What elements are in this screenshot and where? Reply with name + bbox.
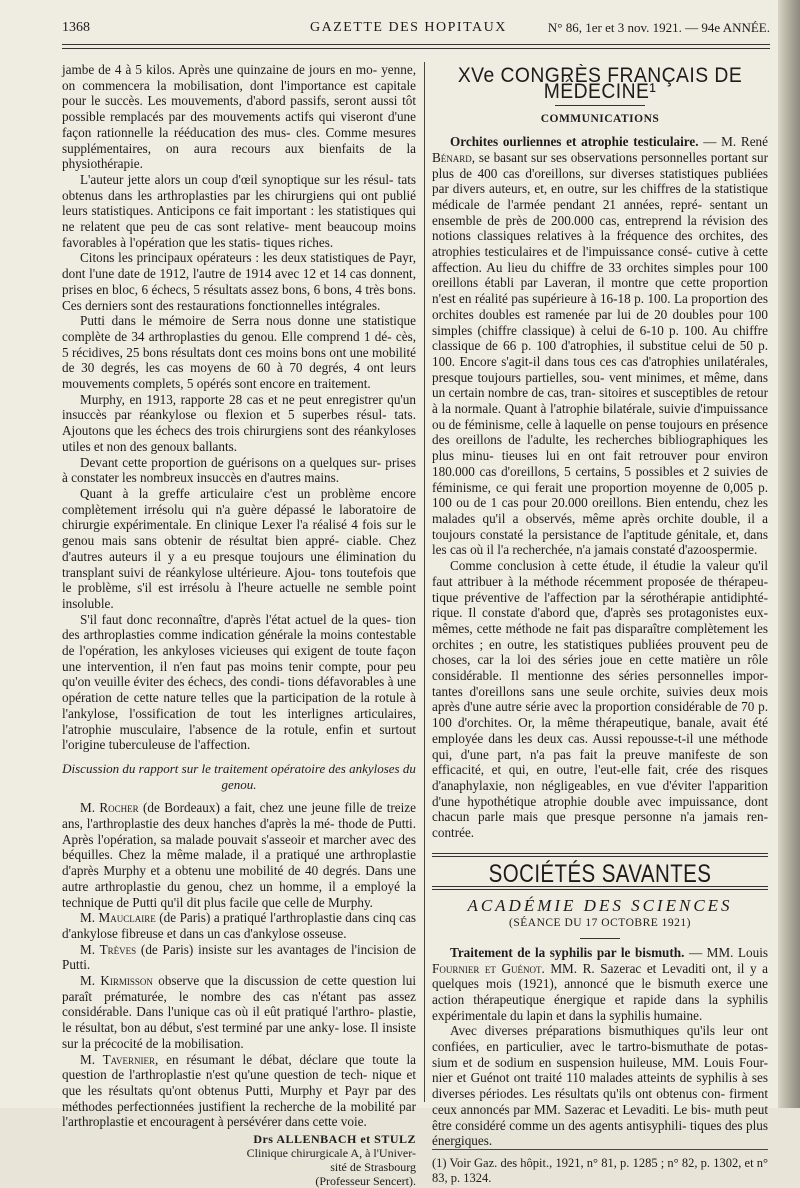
- speaker-name: M. Trèves: [80, 941, 137, 957]
- speaker-text: (de Bordeaux) a fait, chez une jeune fille de treize ans, l'arthroplastie des deux hanches d'après la mé- thode de Putti. Après l'opération, sa malade pouvait s'asseoir et marcher avec des béquilles. Chez la même malade, il a pratiqué une arthroplastie d'après Murphy et a obtenu une mobilité de 40 degrés. Dans une autre arthroplastie du genou, chez un homme, il a employé la technique de Putti qu'il dit plus facile que celle de Murphy.: [62, 800, 417, 910]
- speaker-text: (de Paris) insiste sur les avantages de l'incision de Putti.: [62, 941, 416, 973]
- right-column: [432, 62, 768, 1186]
- footnote: (1) Voir Gaz. des hôpit., 1921, n° 81, p. 1285 ; n° 82, p. 1302, et n° 83, p. 1324.: [432, 1149, 768, 1186]
- discussion-entry: [62, 910, 416, 941]
- signature-block: [62, 1132, 416, 1188]
- discussion-heading: Discussion du rapport sur le traitement opératoire des ankyloses du genou.: [62, 760, 416, 792]
- journal-title: GAZETTE DES HOPITAUX: [310, 20, 507, 35]
- seance-date: (SÉANCE DU 17 OCTOBRE 1921): [509, 917, 691, 930]
- congress-title: XVe CONGRÈS FRANÇAIS DE MÉDECINE¹: [457, 64, 743, 103]
- discussion-entry: [62, 1052, 416, 1131]
- discussion-entry: [62, 800, 416, 910]
- discussion-entry: [62, 942, 416, 973]
- speaker-name: M. Tavernier: [80, 1051, 155, 1067]
- article-paragraph: Avec diverses préparations bismuthiques qu'ils leur ont confiées, en particulier, avec le tartro-bismuthate de potas- sium et de sodium en suspension huileuse, MM. Louis Four- nier et Guénot ont traité 110 malades atteints de syphilis à ses diverses périodes. Les résultats qu'ils ont obtenus con- firment ceux annoncés par MM. Sazerac et Levaditi. Le bis- muth peut être considéré comme un des agents antisyphili- tiques des plus énergiques.: [432, 1023, 768, 1149]
- paragraph: S'il faut donc reconnaître, d'après l'état actuel de la ques- tion des arthroplasties comme indication générale la moins contestable de l'opération, les ankyloses vicieuses qui exigent de toute façon une intervention, il n'en faut pas moins tenir compte, pour peu qu'on veuille éviter des échecs, des condi- tions défavorables à une opération de cette nature telles que la participation de la rotule à l'ankylose, l'ossification de tout les interlignes articulaires, l'atrophie musculaire, l'absence de la rotule, enfin et surtout l'origine tuberculeuse de l'affection.: [62, 611, 416, 753]
- paragraph: Murphy, en 1913, rapporte 28 cas et ne peut enregistrer qu'un insuccès par réankylose ou flexion et 5 superbes résul- tats. Ajoutons que les échecs des trois chirurgiens sont des réankyloses utiles et non des genoux ballants.: [62, 391, 416, 454]
- article-author: Bénard: [432, 149, 472, 165]
- article-paragraph: Comme conclusion à cette étude, il étudie la valeur qu'il faut attribuer à la méthode récemment proposée de thérapeu- tique préventive de l'affection par la sérothérapie antidiphté- rique. Il constate d'abord que, d'après ses protagonistes eux- mêmes, cette méthode ne fait pas disparaître complètement les orchites ; en outre, les statistiques publiées prouvent peu de choses, car la loi des séries joue en cette matière un rôle considérable. Il mentionne des séries personnelles impor- tantes d'oreillons sans une seule orchite, suivies deux mois après d'une autre série avec la proportion considérable de 70 p. 100 d'orchites. Or, la même thérapeutique, banale, avait été employée dans les deux cas. Aussi repousse-t-il une méthode qui, d'une part, n'a pas fait la preuve manifeste de son efficacité, et qui, en outre, l'eut-elle fait, crée des risques d'anaphylaxie, non négligeables, en vue d'éviter l'apparition d'une hypothétique atrophie double avec impuissance, dont chacun parle mais que presque personne n'a jamais ren- contrée.: [432, 558, 768, 841]
- column-divider: [424, 62, 425, 1102]
- communications-label: COMMUNICATIONS: [540, 113, 660, 126]
- header-rule-bottom: [62, 48, 770, 49]
- title-rule: [555, 105, 645, 106]
- short-rule: [580, 938, 620, 939]
- article-paragraph: [432, 945, 768, 1024]
- article-title: Orchites ourliennes et atrophie testiculaire.: [450, 134, 699, 150]
- speaker-text: , en résumant le débat, déclare que toute la question de l'arthroplastie n'est qu'une question de tech- nique et que les résultats qu'ont obtenus Putti, Murphy et Payr par des méthodes perfectionnées justifient la recherche de la mobilité par l'arthroplastie et encouragent à persévérer dans cette voie.: [62, 1051, 416, 1130]
- signature-names: Drs ALLENBACH et STULZ: [253, 1132, 416, 1147]
- article-authors: Fournier et Guénot: [432, 960, 542, 976]
- article-title: Traitement de la syphilis par le bismuth.: [450, 944, 685, 960]
- page-number: 1368: [62, 20, 90, 35]
- article-text: . MM. R. Sazerac et Levaditi ont, il y a quelques mois (1921), annoncé que le bismuth exerce une action thérapeutique énergique et rapide dans la syphilis expérimentale du lapin et dans la syphilis humaine.: [432, 960, 768, 1023]
- left-column: [62, 62, 416, 1188]
- signature-line: (Professeur Sencert).: [315, 1174, 416, 1188]
- academy-heading: ACADÉMIE DES SCIENCES: [467, 896, 733, 916]
- signature-line: sité de Strasbourg: [330, 1160, 416, 1175]
- header-rule-top: [62, 44, 770, 45]
- book-spine-shadow: [778, 0, 800, 1108]
- paragraph: Devant cette proportion de guérisons on a quelques sur- prises à constater les nombreux insuccès en d'autres mains.: [62, 454, 416, 486]
- issue-info: N° 86, 1er et 3 nov. 1921. — 94e ANNÉE.: [547, 20, 770, 35]
- section-double-rule: [432, 853, 768, 857]
- article-paragraph: [432, 134, 768, 558]
- paragraph: L'auteur jette alors un coup d'œil synoptique sur les résul- tats obtenus dans les arthroplasties par les chirurgiens qui ont publié leurs statistiques. Anticipons ce fait important : les statistiques qui ne relatent que peu de cas sont relative- ment beaucoup moins favorables à l'opération que les statis- tiques riches.: [62, 171, 416, 250]
- speaker-name: M. Mauclaire: [80, 910, 156, 926]
- paragraph: Citons les principaux opérateurs : les deux statistiques de Payr, dont l'une date de 1912, l'autre de 1914 avec 12 et 14 cas donnent, prises en bloc, 6 échecs, 5 résultats assez bons, 6 bons, 4 très bons. Ces derniers sont des restaurations fonctionnelles intégrales.: [62, 250, 416, 313]
- signature-line: Clinique chirurgicale A, à l'Univer-: [246, 1146, 416, 1161]
- speaker-name: M. Rocher: [80, 800, 139, 816]
- page-header: [62, 18, 770, 40]
- paragraph: jambe de 4 à 5 kilos. Après une quinzaine de jours en mo- yenne, on commencera la mobilisation, dont l'importance est capitale pour le succès. Les mouvements, d'abord passifs, seront aussi tôt possible remplacés par des mouvements actifs qui viseront d'une façon rationnelle la rééducation des mus- cles. Comme mesures supplémentaires, on aura recours aux bienfaits de la physiothérapie.: [62, 62, 416, 172]
- speaker-text: (de Paris) a pratiqué l'arthroplastie dans cinq cas d'ankylose fibreuse et dans un cas d'ankylose osseuse.: [62, 910, 416, 941]
- article-text: , se basant sur ses observations personnelles portant sur plus de 400 cas d'oreillons, sur diverses statistiques publiées par divers auteurs, et, en outre, sur les chiffres de la statistique médicale de l'armée pendant 21 années, repré- sentant un ensemble de près de 200.000 cas, entreprend la révision des notions classiques relatives à la fréquence des orchites, des atrophies testiculaires et de l'impuissance consé- cutive à cette affection. Au lieu du chiffre de 33 orchites simples pour 100 oreillons établi par Laveran, il montre que cette proportion n'est en réalité pas supérieure à 16-18 p. 100. La proportion des orchites doubles est ramenée par lui de 20 doubles pour 100 simples (chiffre classique) à celui de 6-10 p. 100. Au chiffre classique de 66 p. 100 d'atrophies, il substitue celui de 50 p. 100. Encore s'agit-il dans tous ces cas d'atrophies unilatérales, presque toujours partielles, sou- vent minimes, et même, dans un certain nombre de cas, tran- sitoires et susceptibles de retour à la normale. Quant à l'atrophie bilatérale, suivie d'impuissance ou de féminisme, celle à laquelle on pense toujours en présence des oreillons de l'adulte, les recherches bibliographiques les plus minu- tieuses lui en ont fait retrouver pour environ 180.000 cas d'oreillons, 5 certains, 5 possibles et 2 suivies de féminisme, ce qui ferait une proportion moyenne de 0,005 p. 100 ou de 1 cas pour 20.000 oreillons. Bien entendu, chez les malades qu'il a observés, même après orchite double, il a toujours constaté la persistance de l'aptitude génitale, et, dans les cas où il l'a recherchée, n'a jamais constaté d'azoospermie.: [432, 149, 768, 558]
- discussion-entry: [62, 973, 416, 1052]
- societes-title: SOCIÉTÉS SAVANTES: [488, 859, 712, 888]
- paragraph: Quant à la greffe articulaire c'est un problème encore complètement irrésolu qui n'a guère dépassé le laboratoire de chirurgie expérimentale. En clinique Lexer l'a réalisé 4 fois sur le genou mais sans obtenir de résultat bien appré- ciable. Chez d'autres auteurs il y a eu presque toujours une élimination du transplant suivi de réankylose ultérieure. Ajou- tons toutefois que le problème, s'il est irrésolu à l'heure actuelle ne semble point insoluble.: [62, 485, 416, 611]
- article-lead: — MM. Louis: [684, 944, 768, 960]
- article-lead: — M. René: [698, 134, 768, 150]
- paragraph: Putti dans le mémoire de Serra nous donne une statistique complète de 34 arthroplasties du genou. Elle comprend 1 dé- cès, 5 récidives, 25 bons résultats dont ces moins bons ont une mobilité de 30 degrés, les cas moyens de 60 à 70 degrés, 4 ont leurs mouvements complets, 5 opérés sont encore en traitement.: [62, 313, 416, 392]
- speaker-text: observe que la discussion de cette question lui paraît prématurée, le nombre des cas n'étant pas assez considérable. Dans l'unique cas où il eût pratiqué l'arthro- plastie, le résultat, bon au début, s'est terminé par une anky- lose. Il insiste sur la précocité de la mobilisation.: [62, 973, 416, 1051]
- speaker-name: M. Kirmisson: [80, 973, 153, 989]
